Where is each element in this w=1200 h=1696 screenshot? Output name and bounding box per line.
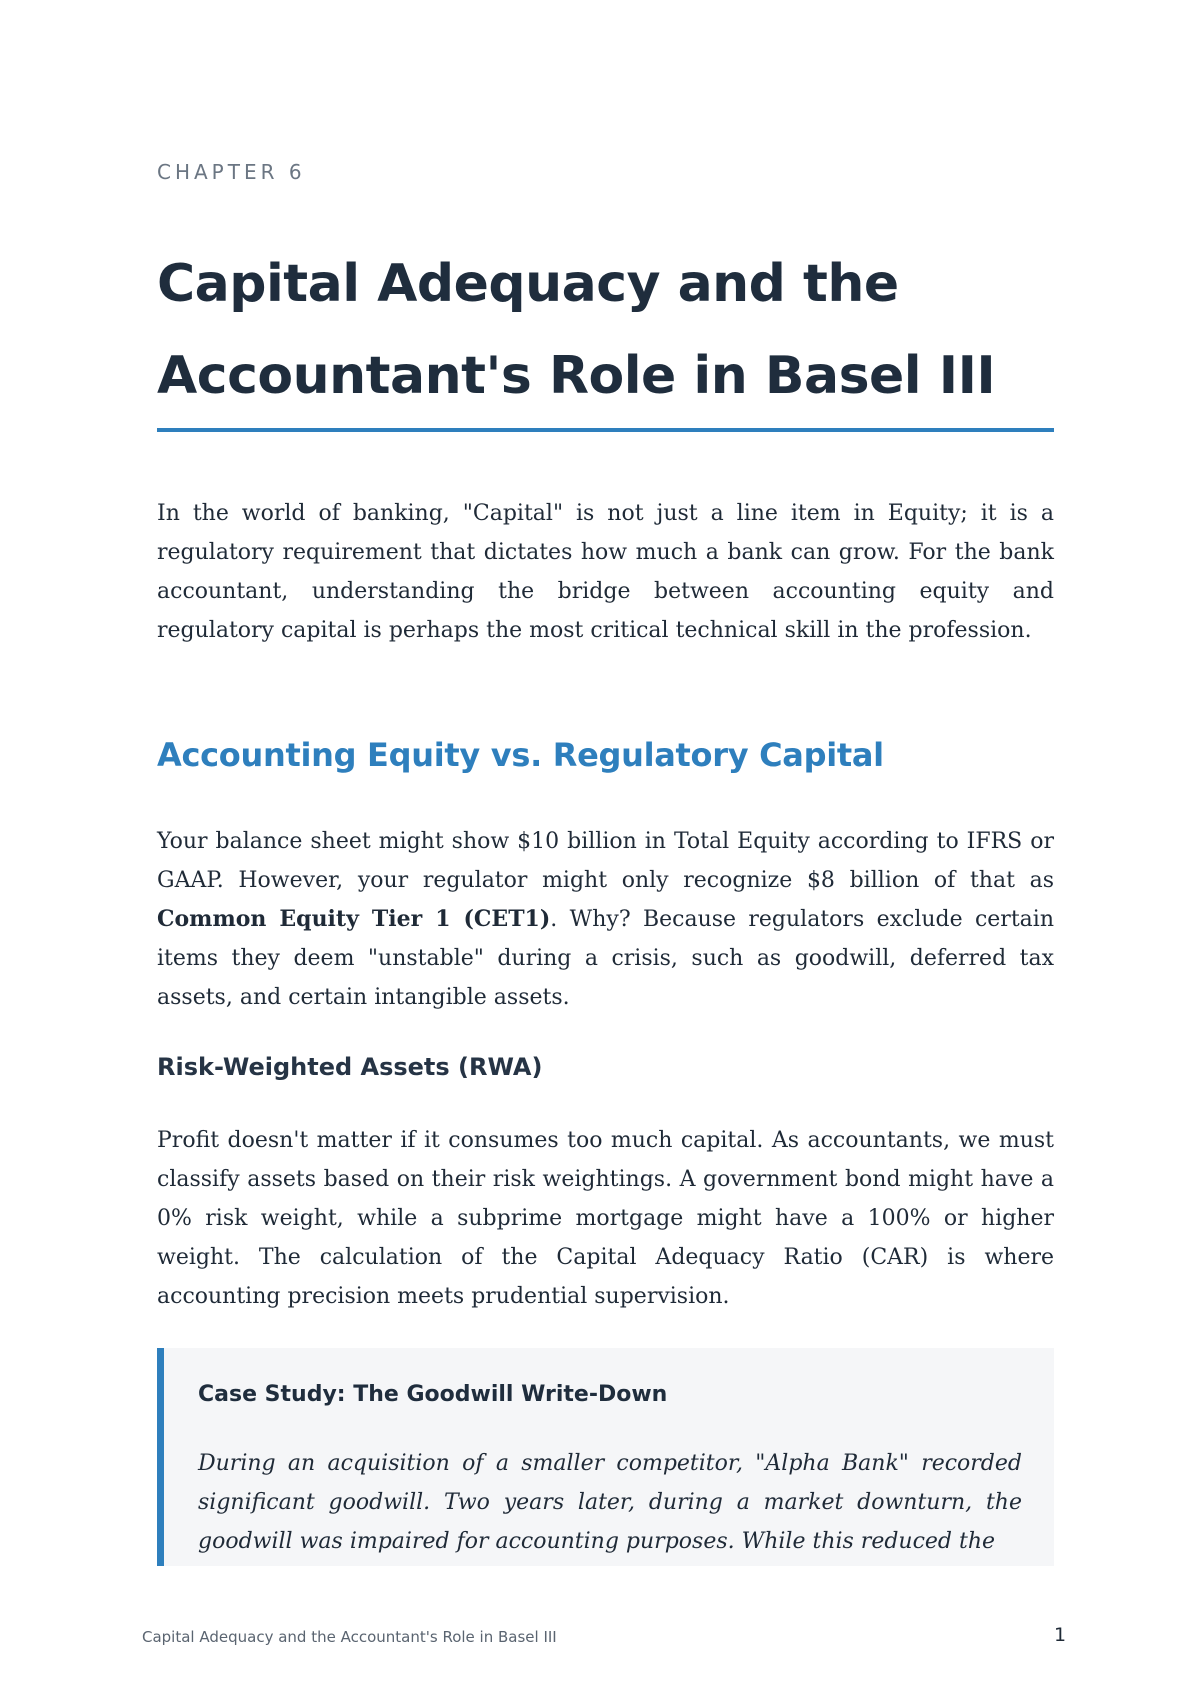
title-line-2: Accountant's Role in Basel III [157, 346, 996, 406]
intro-paragraph: In the world of banking, "Capital" is not just a line item in Equity; it is a regulatory requirement that dictates how much a bank can grow. For the bank accountant, understanding the bridge between accounting equity and regulatory capital is perhaps the most critical technical skill in the profession. [157, 501, 1054, 643]
rwa-paragraph: Profit doesn't matter if it consumes too much capital. As accountants, we must classify assets based on their risk weightings. A government bond might have a 0% risk weight, while a subprime mortgage might have a 100% or higher weight. The calculation of the Capital Adequacy Ratio (CAR) is where accounting precision meets prudential supervision. [157, 1128, 1054, 1309]
case-study-text: During an acquisition of a smaller competitor, "Alpha Bank" recorded significant goodwill. Two years later, during a market downturn, the goodwill was impaired for accounting purposes. While this reduced the [198, 1451, 1022, 1554]
section-heading-equity: Accounting Equity vs. Regulatory Capital [157, 736, 884, 774]
cet1-term: Common Equity Tier 1 (CET1) [157, 906, 551, 932]
page-title [157, 238, 1054, 422]
case-study-title: Case Study: The Goodwill Write-Down [198, 1382, 668, 1407]
chapter-label: CHAPTER 6 [157, 160, 306, 184]
page-number: 1 [1054, 1624, 1067, 1646]
title-divider [157, 428, 1054, 432]
equity-text-before: Your balance sheet might show $10 billion in Total Equity according to IFRS or GAAP. However, your regulator might only recognize $8 billion of that as [157, 829, 1054, 893]
case-study-callout [157, 1348, 1054, 1566]
equity-text-after: . Why? Because regulators exclude certain items they deem "unstable" during a crisis, such as goodwill, deferred tax assets, and certain intangible assets. [157, 907, 1054, 1010]
title-line-1: Capital Adequacy and the [157, 254, 899, 314]
equity-paragraph [157, 822, 1054, 1017]
footer-running-title: Capital Adequacy and the Accountant's Role in Basel III [142, 1628, 557, 1646]
section-heading-rwa: Risk-Weighted Assets (RWA) [157, 1053, 543, 1081]
